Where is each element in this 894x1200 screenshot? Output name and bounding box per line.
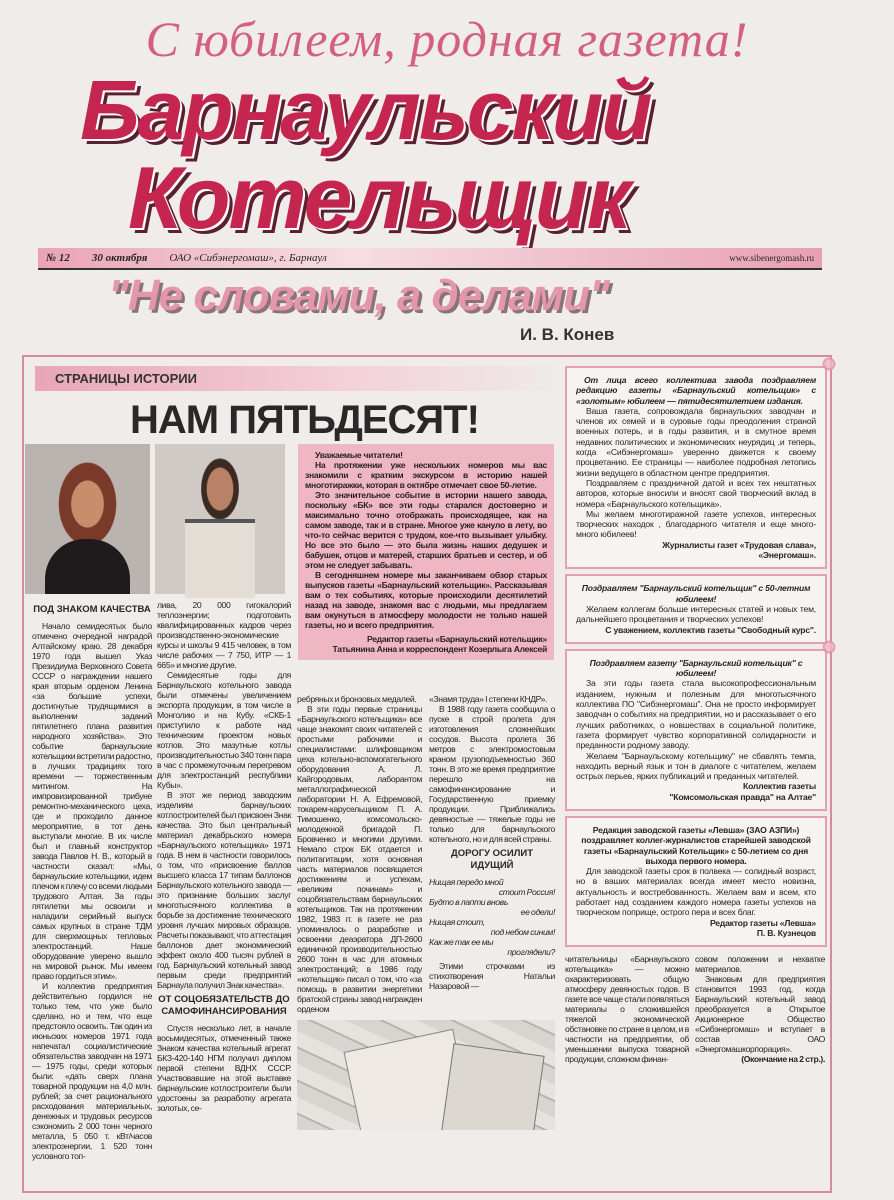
editor-note (298, 444, 554, 660)
middle-columns (297, 694, 555, 1014)
paragraph: Ваша газета, сопровождала барнаульских заводчан и членов их семей и в суровые годы преодоления страной военных потерь, и в годы развития, и в смутное время недавних политических и экономических неурядиц ,и теперь, когда «Сибэнергомаш» уверенно движется к своему процветанию. Ее страницы — наиболее подробная летопись жизни ведущего в областном центре предприятия. (576, 405, 816, 478)
photo-editor-woman (25, 444, 150, 594)
issue-date: 30 октября (91, 252, 148, 264)
bottom-columns (565, 954, 827, 1064)
article-column-6 (695, 954, 825, 1064)
issue-number: № 12 (46, 252, 70, 264)
note-signature: Редактор газеты «Барнаульский котельщик» Татьянина Анна и корреспондент Козерлыга Алексей (332, 634, 547, 654)
paragraph: В 1988 году газета сообщила о пуске в строй пролета для изготовления сложнейших сосудов. Высота пролета 36 метров с электромостовым краном грузоподъемностью 360 тонн. В это же время предприятие перешло на самофинансирование и Государственную приемку продукции. Приближались девяностые — тяжелые годы не только для барнаульского котельного, но и для всей страны. (429, 704, 555, 844)
note-paragraph: На протяжении уже нескольких номеров мы вас знакомили с кратким экскурсом в историю нашей многотиражки, которая в октябре отмечает свое 50-летие. (305, 460, 547, 490)
issue-info-bar (38, 248, 822, 270)
greeting-title: Поздравляем "Барнаульский котельщик" с 50-летним юбилеем! (581, 583, 811, 604)
greeting-signature: Журналисты газет «Трудовая слава», «Энергомаш». (662, 539, 816, 561)
paragraph: Желаем "Барнаульскому котельщику" не сбавлять темпа, находить верный язык и тон в диалоге с читателем, желаем острых перьев, ярких публикаций и преданных читателей. (576, 750, 816, 782)
note-paragraph: Это значительное событие в истории нашего завода, поскольку «БК» все эти годы старался достоверно и максимально точно отображать происходящее, как на самом заводе, так и в стране. Многое уже кануло в лету, во что-то сейчас верится с трудом, кое-что вызывает улыбку. Но все это было — это была жизнь наших дедушек и бабушек, отцов и матерей, старших братьев и сестер, и об этом не следует забывать. (305, 490, 547, 570)
paragraph: За эти годы газета стала высокопрофессиональным изданием, нужным и полезным для многотысячного коллектива ПО "Сибэнергомаш". Она не просто информирует заводчан о событиях на предприятии, но и рассказывает о его лучших работниках, о новшествах в социальной политике, газета формирует чувство корпоративной солидарности и преданности родному заводу. (576, 678, 816, 751)
paragraph: В эти годы первые страницы «Барнаульского котельщика» все чаще знакомят своих читателей с простыми рабочими и специалистами: шлифовщиком цеха котельно-вспомогательного оборудования А. Л. Кайгородовым, лаборантом металлографической лаборатории Н. А. Ефремовой, токарем-карусельщиком П. А. Тимошенко, комсомольско-молодежной бригадой П. Бровченко и многими другими. Немало строк БК отдается и политагитации, хотя основная часть материалов посвящается достижениям и успехам, «великим починам» и соцобязательствам барнаульских котельщиков. Так на протяжении 1982, 1983 гг. в газете не раз упоминалось о разработке и освоении деаэратора ДП-2600 единичной производительностью 2600 тонн в час для атомных электростанций; в 1986 году «котельщик» писал о том, что «за помощь в развитии энергетики братской страны завод награжден орденом (297, 704, 422, 1014)
paragraph: В этот же период заводским изделиям барнаульских котлостроителей был присвоен Знак качества. Это был центральный материал декабрьского номера «Барнаульского котельщика» 1971 года. В нем в частности говорилось о том, что «присвоение баллов высшего класса 17 типам баллонов Барнаульского котельного завода — это признание больших заслуг многотысячного коллектива в борьбе за достижение технического уровня лучших мировых образцов. Расчеты показывают, что аттестация баллонов дает экономический эффект около 400 тысяч рублей в год. Барнаульский котельный завод первым среди предприятий Барнаула получил Знак качества». (157, 790, 291, 990)
article-column-4 (429, 694, 555, 1014)
paragraph: читательницы «Барнаульского котельщика» — можно охарактеризовать общую атмосферу девяностых годов. В газете все чаще стали появляться материалы о сложившейся тяжелой экономической обстановке по стране в целом, и в частности на предприятии, об уменьшении выпуска товарной продукции, сложном финан- (565, 954, 689, 1065)
paragraph: Начало семидесятых было отмечено очередной наградой Алтайскому краю. 28 декабря 1970 года вышел Указ Президиума Верховного Совета СССР о награждении нашего края вторым орденом Ленина «за большие успехи, достигнутые трудящимися в выполнении заданий пятилетнего плана развития народного хозяйства». Это событие барнаульские котельщики встретили радостно, в лучших традициях того времени — торжественным митингом. На импровизированной трибуне ремонтно-механического цеха, где и проходило данное мероприятие, в тот день выступали многие. В их числе был и главный конструктор завода Павлов Н. В., который в частности сказал: «Мы, барнаульские котельщики, идем плечом к плечу со всеми людьми трудового Алтая. За годы пятилетки мы освоили и наладили серийный выпуск самых крупных в стране ТДМ для сверхмощных тепловых электростанций. Наше оборудование уверено вышло на мировой рынок. Мы имеем право гордиться этим». (32, 621, 153, 981)
rubric-bar: СТРАНИЦЫ ИСТОРИИ (35, 366, 552, 391)
masthead-line-2: Котельщик (128, 148, 630, 247)
motto-quote: "Не словами, а делами" (108, 271, 609, 320)
greeting-title: Поздравляем газету "Барнаульский котельщик" с юбилеем! (589, 657, 803, 679)
paragraph: Спустя несколько лет, в начале восьмидесятых, отмеченный также Знаком качества котельный агрегат БКЗ-420-140 НГМ получил диплом первой степени ВДНХ СССР. Участвовавшие на этой выставке барнаульские котлостроители были удостоены за разработку агрегата золотых, се- (157, 1023, 291, 1113)
paragraph: «Знамя труда» I степени КНДР». (429, 694, 548, 704)
publisher: ОАО «Сибэнергомаш», г. Барнаул (169, 252, 327, 264)
paragraph: И коллектив предприятия действительно гордился не только тем, что уже было сделано, но и тем, что еще предстояло освоить. Так один из июньских номеров 1971 года напечатал социалистические обязательства заводчан на 1971 — 1975 годы, среди которых были: «дать сверх плана товарной продукции на 4,0 млн. рублей; за счет рационального расходования материальных, денежных и трудовых ресурсов сэкономить 2 000 тонн черного металла, 5 050 т. кВт/часов электроэнергии, 1 520 тонн условного топ- (32, 981, 152, 1161)
greeting-signature: Коллектив газеты "Комсомольская правда" на Алтае" (669, 781, 816, 802)
masthead-line-1: Барнаульский (80, 63, 651, 157)
article-column-5 (565, 954, 689, 1064)
subheading: ПОД ЗНАКОМ КАЧЕСТВА (33, 604, 151, 615)
greeting-lead: От лица всего коллектива завода поздравляем редакцию газеты «Барнаульский котельщик» с «золотым» юбилеем — пятидесятилетием издания. (576, 375, 816, 406)
paragraph: совом положении и нехватке материалов. (695, 954, 825, 975)
greeting-box-svobodny-kurs (565, 574, 827, 643)
paragraph: Для заводской газеты срок в полвека — солидный возраст, но в ваших материалах всегда имеет место новизна, актуальность и востребованность. Желаем вам и всем, кто работает над созданием каждого номера газеты успехов на творческом поприще, острого пера и всех благ. (576, 866, 816, 918)
note-paragraph: В сегодняшнем номере мы заканчиваем обзор старых выпусков газеты «Барнаульский котельщик». Рассказывая вам о тех событиях, которые происходили десятилетий назад на заводе, знакомя вас с людьми, мы предлагаем вам окунуться в атмосферу молодости не только нашей газеты, но и всего предприятия. (305, 570, 547, 630)
newspaper-collage-photo (297, 1020, 555, 1130)
greeting-signature: Редактор газеты «Левша» П. В. Кузнецов (709, 917, 816, 938)
subheading: ДОРОГУ ОСИЛИТ ИДУЩИЙ (450, 848, 534, 871)
rose-ornament-icon (819, 354, 839, 374)
paragraph: Мы желаем многотиражной газете успехов, интересных творческих находок , благодарного читателя и еще много-много юбилеев! (576, 508, 816, 540)
paragraph: ребряных и бронзовых медалей. (297, 694, 417, 704)
greeting-box-levsha (565, 816, 827, 947)
right-column (565, 366, 827, 1064)
article-column-2 (157, 600, 291, 1113)
greeting-title: Редакция заводской газеты «Левша» (ЗАО АЗПИ») поздравляет коллег-журналистов старейшей заводской газеты «Барнаульский Котельщик» с 50-летием со дня выхода первого номера. (581, 824, 811, 866)
greeting-signature: С уважением, коллектив газеты "Свободный курс". (605, 624, 816, 635)
website-url: www.sibenergomash.ru (729, 253, 814, 263)
rose-ornament-icon (819, 637, 839, 657)
headline: НАМ ПЯТЬДЕСЯТ! (130, 398, 479, 442)
paragraph: Желаем коллегам больше интересных статей и новых тем, дальнейшего процветания и творческих успехов! (576, 603, 816, 625)
paragraph: Знаковым для предприятия становится 1993 год, когда Барнаульский котельный завод преобразуется в Открытое Акционерное Общество «Сибэнергомаш» и вступает в состав ОАО «Энергомашкорпорация». (695, 974, 825, 1055)
middle-block (297, 694, 555, 1130)
article-column-3 (297, 694, 422, 1014)
subheading: ОТ СОЦОБЯЗАТЕЛЬСТВ ДО САМОФИНАНСИРОВАНИЯ (158, 994, 290, 1017)
greeting-box-komsomolskaya-pravda (565, 649, 827, 811)
article-column-1 (32, 600, 152, 1161)
note-greeting: Уважаемые читатели! (315, 450, 403, 460)
paragraph: Этими строчками из стихотворения Натальи Назаровой — (429, 961, 555, 991)
paragraph: Семидесятые годы для Барнаульского котельного завода были отмечены увеличением экспорта продукции, в том числе в Монголию и на Кубу. «СКБ-1 приступило к работе над техническим проектом новых котлов. Это мазутные котлы производительностью 340 тонн пара в час с промежуточным перегревом для электростанций республики Кубы». (157, 670, 291, 790)
paragraph: Поздравляем с праздничной датой и всех тех нештатных авторов, которые вносили и вносят свой творческий вклад в номера «Барнаульского котельщика». (576, 477, 816, 509)
paragraph: лива, 20 000 гигокалорий теплоэнергии; подготовить квалифицированных кадров через производственно-экономические курсы и школы 9 415 человек, в том числе рабочих — 7 750, ИТР — 1 665» и многие другие. (157, 600, 291, 670)
quote-author: И. В. Конев (520, 325, 615, 344)
slogan: С юбилеем, родная газета! (145, 11, 749, 67)
greeting-box-trudovaya-slava (565, 366, 827, 569)
continued-note: (Окончание на 2 стр.). (741, 1054, 825, 1065)
poem: Нищая передо мной стоит Россия! Будто в лапти вновь ее одели! Нищая стоит, под небом синим! Как же так ее мы проглядели? (429, 877, 555, 957)
photo-correspondent-man (155, 444, 285, 594)
